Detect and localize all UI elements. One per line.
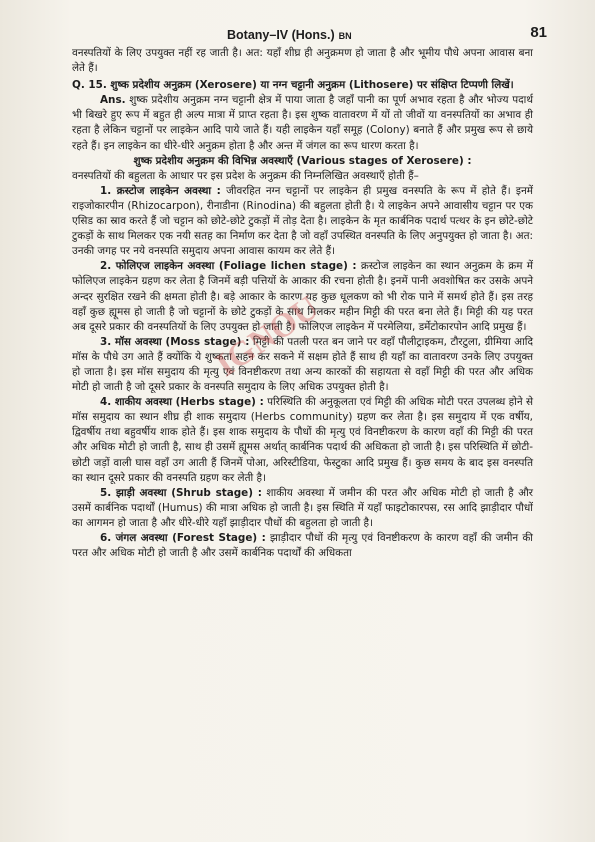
section-subheading: शुष्क प्रदेशीय अनुक्रम की विभिन्न अवस्थाएँ (Various stages of Xerosere) : [133, 154, 472, 167]
answer-label: Ans. [100, 94, 126, 107]
stage-6-title: 6. जंगल अवस्था (Forest Stage) : [100, 532, 266, 544]
page-number: 81 [530, 24, 547, 41]
running-head: Botany–IV (Hons.) BN [227, 28, 352, 42]
stage-5-paragraph: 5. झाड़ी अवस्था (Shrub stage) : शाकीय अवस्था में जमीन की परत और अधिक मोटी हो जाती है और उसमें कार्बनिक पदार्थों (Humus) की मात्रा अधिक हो जाती है। इस स्थिति में यहाँ फाइटोकारपस, रस आदि झाड़ीदार पौधों का आगमन हो जाता है और धीरे-धीरे यहाँ झाड़ीदार पौधों की बहुलता हो जाती है। [72, 486, 533, 529]
answer-paragraph: Ans. शुष्क प्रदेशीय अनुक्रम नग्न चट्टानी क्षेत्र में पाया जाता है जहाँ पानी का पूर्ण अभाव रहता है और भोज्य पदार्थ भी बिखरे हुए रूप में बहुत ही अल्प मात्रा में प्राप्त रहता है। इस शुष्क वातावरण में यों तो जीवों या वनस्पतियों का अभाव ही रहता है लेकिन चट्टानों पर लाइकेन आदि पाये जाते हैं। यही लाइकेन यहाँ समूह (Colony) बनाते हैं और प्रमुख रूप से छाये रहते हैं। इन लाइकेन का धीरे-धीरे अनुक्रम होता है और अन्त में जंगल का रूप धारण करता है। [72, 94, 533, 152]
stage-3-title: 3. मॉस अवस्था (Moss stage) : [100, 335, 250, 348]
page-header [72, 22, 547, 46]
stages-intro: वनस्पतियों की बहुलता के आधार पर इस प्रदेश के अनुक्रम की निम्नलिखित अवस्थाएँ होती हैं– [72, 169, 419, 182]
question-15: Q. 15. शुष्क प्रदेशीय अनुक्रम (Xerosere) या नग्न चट्टानी अनुक्रम (Lithosere) पर संक्षिप्त टिप्पणी लिखें। [72, 79, 514, 92]
stage-2-paragraph: 2. फोलिएज लाइकेन अवस्था (Foliage lichen stage) : क्रस्टोज लाइकेन का स्थान अनुक्रम के क्रम में फोलिएज लाइकेन ग्रहण कर लेता है जिनमें बड़ी पत्तियों के आकार की रचना होती है। इनमें पानी अवशोषित कर उसके अपने अन्दर सुरक्षित रखने की क्षमता होती है। बड़े आकार के कारण यह कुछ धूलकण को भी रोक पाने में समर्थ होते हैं। इस तरह वहाँ कुछ ह्यूमस हो जाती है जो चट्टानों के छोटे टुकड़ों के साथ मिलकर महीन मिट्टी की परत बना लेते हैं। मिट्टी की यह परत अब दूसरे प्रकार की वनस्पतियों के लिए उपयुक्त हो जाती है। फोलिएज लाइकेन में परमेलिया, डर्मेटोकारपोन आदि प्रमुख हैं। [72, 260, 533, 333]
stage-1-title: 1. क्रस्टोज लाइकेन अवस्था : [100, 184, 221, 197]
stage-2-title: 2. फोलिएज लाइकेन अवस्था (Foliage lichen stage) : [100, 260, 357, 273]
watermark-stamp: IGNOU [209, 289, 326, 385]
stage-5-title: 5. झाड़ी अवस्था (Shrub stage) : [100, 486, 262, 499]
page-body [72, 46, 533, 561]
stage-6-paragraph: 6. जंगल अवस्था (Forest Stage) : झाड़ीदार पौधों की मृत्यु एवं विनष्टीकरण के कारण वहाँ की जमीन की परत और अधिक मोटी हो जाती है और उसमें कार्बनिक पदार्थों की अधिकता [72, 532, 533, 560]
paragraph-continuation: वनस्पतियों के लिए उपयुक्त नहीं रह जाती है। अत: यहाँ शीघ्र ही अनुक्रमण हो जाता है और भूमीय पौधे अपना आवास बना लेते हैं। [72, 47, 533, 75]
stage-1-paragraph: 1. क्रस्टोज लाइकेन अवस्था : जीवरहित नग्न चट्टानों पर लाइकेन ही प्रमुख वनस्पति के रूप में होते हैं। इनमें राइजोकारपीन (Rhizocarpon), रीनाडीना (Rinodina) की बहुलता होती है। ये लाइकेन अपने आवासीय चट्टान पर एक एसिड का स्राव करते हैं जो चट्टान को छोटे-छोटे टुकड़ों में तोड़ देता है। लाइकेन के मृत कार्बनिक पदार्थ पत्थर के इन छोटे-छोटे टुकड़ों के साथ मिलकर एक नयी सतह का निर्माण कर देता है जो वहाँ उपस्थित वनस्पति के लिए अनुपयुक्त हो जाता है। अत: उनकी जगह पर नये वनस्पति समुदाय अपना आवास कायम कर लेते हैं। [72, 184, 533, 258]
stage-4-paragraph: 4. शाकीय अवस्था (Herbs stage) : परिस्थिति की अनुकूलता एवं मिट्टी की अधिक मोटी परत उपलब्ध होने से मॉस समुदाय का स्थान शीघ्र ही शाक समुदाय (Herbs community) ग्रहण कर लेता है। इस समुदाय में एक वर्षीय, द्विवर्षीय तथा बहुवर्षीय शाक होते हैं। इस शाक समुदाय के पौधों की मृत्यु एवं विनष्टीकरण के कारण वहाँ की मिट्टी की परत और अधिक मोटी हो जाती है, साथ ही उसमें ह्यूमस अर्थात् कार्बनिक पदार्थ की अधिकता हो जाती है। इस परिस्थिति में छोटी-छोटी जड़ों वाली घास वहाँ उग आती हैं जिनमें पोआ, अरिस्टीडिया, फेस्टुका आदि प्रमुख हैं। कुछ समय के बाद इस वनस्पति का स्थान दूसरे प्रकार की वनस्पति ग्रहण कर लेती है। [72, 396, 533, 484]
course-code: BN [338, 31, 352, 41]
stage-4-title: 4. शाकीय अवस्था (Herbs stage) : [100, 396, 264, 409]
stage-3-paragraph: 3. मॉस अवस्था (Moss stage) : मिट्टी की पतली परत बन जाने पर वहाँ पौलीट्राइकम, टौरटुला, ग्रीमिया आदि मॉस के पौधे उग आते हैं क्योंकि ये शुष्कता सहन कर सकने में सक्षम होते हैं साथ ही यहाँ का वातावरण उनके लिए उपयुक्त हो जाता है। इस मॉस समुदाय की मृत्यु एवं विनष्टीकरण तथा अन्य कारकों की सहायता से वहाँ मिट्टी की परत और अधिक मोटी हो जाती है जो दूसरे प्रकार के वनस्पति समुदाय के लिए अधिक उपयुक्त होती है। [72, 335, 533, 394]
